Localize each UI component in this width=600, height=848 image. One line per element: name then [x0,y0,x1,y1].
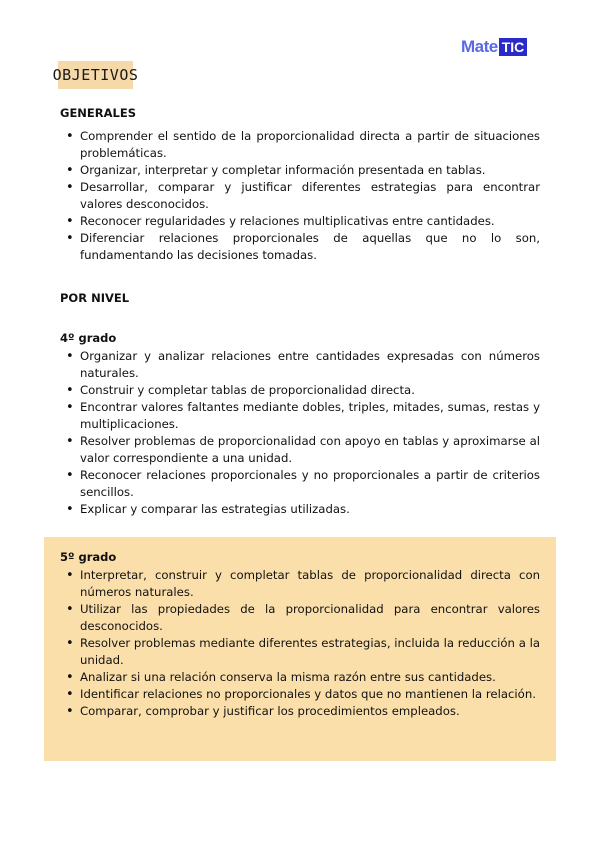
list-item: • Interpretar, construir y completar tablas de proporcionalidad directa con números naturales. [66,567,540,601]
list-item: • Analizar si una relación conserva la misma razón entre sus cantidades. [66,669,540,686]
grado5-list [66,567,540,720]
page-title: OBJETIVOS [58,61,133,89]
generales-heading: GENERALES [60,106,136,120]
grado5-heading: 5º grado [60,550,117,564]
list-item: • Comprender el sentido de la proporcionalidad directa a partir de situaciones problemáticas. [66,128,540,162]
list-item: • Identificar relaciones no proporcionales y datos que no mantienen la relación. [66,686,540,703]
matetic-logo [461,37,527,57]
logo-mate-text: Mate [461,37,498,56]
list-item: • Reconocer relaciones proporcionales y no proporcionales a partir de criterios sencillos. [66,467,540,501]
grado4-list [66,348,540,518]
list-item: • Explicar y comparar las estrategias utilizadas. [66,501,540,518]
grado4-heading: 4º grado [60,331,117,345]
list-item: • Resolver problemas mediante diferentes estrategias, incluida la reducción a la unidad. [66,635,540,669]
list-item: • Reconocer regularidades y relaciones multiplicativas entre cantidades. [66,213,540,230]
list-item: • Utilizar las propiedades de la proporcionalidad para encontrar valores desconocidos. [66,601,540,635]
list-item: • Comparar, comprobar y justificar los procedimientos empleados. [66,703,540,720]
list-item: • Construir y completar tablas de proporcionalidad directa. [66,382,540,399]
list-item: • Resolver problemas de proporcionalidad con apoyo en tablas y aproximarse al valor correspondiente a una unidad. [66,433,540,467]
generales-list [66,128,540,264]
list-item: • Encontrar valores faltantes mediante dobles, triples, mitades, sumas, restas y multiplicaciones. [66,399,540,433]
list-item: • Diferenciar relaciones proporcionales de aquellas que no lo son, fundamentando las decisiones tomadas. [66,230,540,264]
logo-tic-text: TIC [499,38,528,56]
por-nivel-heading: POR NIVEL [60,291,130,305]
list-item: • Organizar y analizar relaciones entre cantidades expresadas con números naturales. [66,348,540,382]
list-item: • Desarrollar, comparar y justificar diferentes estrategias para encontrar valores desconocidos. [66,179,540,213]
list-item: • Organizar, interpretar y completar información presentada en tablas. [66,162,540,179]
